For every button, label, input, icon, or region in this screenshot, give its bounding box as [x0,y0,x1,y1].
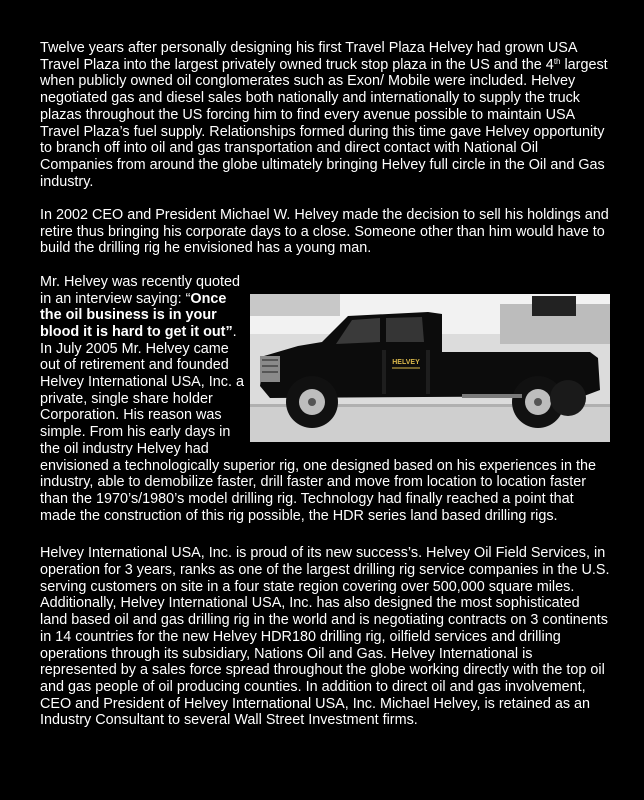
quote-text: Once the oil business is in your blood it is hard to get it out” [40,290,233,340]
paragraph-founding-text-a: Mr. Helvey was recently quoted in an interview saying: “ [40,273,240,307]
truck-photo [250,294,610,442]
door-logo [390,354,422,368]
paragraph-additional: Additionally, Helvey International USA, Inc. has also designed the most sophisticated land based oil and gas drilling rig in the world and is negotiating contracts on 3 continents in 14 countries for the new Helvey HDR180 drilling rig, oilfield services and drilling operations through its subsidiary, Nations Oil and Gas. Helvey International is represented by a sales force spread throughout the globe working directly with the top oil and gas people of oil producing counties. In addition to direct oil and gas involvement, CEO and President of Helvey International USA, Inc. Michael Helvey, is retained as an Industry Consultant to several Wall Street Investment firms. [40,595,608,729]
paragraph-success: Helvey International USA, Inc. is proud of its new success’s. Helvey Oil Field Services, in operation for 3 years, ranks as one of the largest drilling rig service companies in the U.S. serving customers on site in a four state region covering over 500,000 square miles. [40,545,610,595]
truck-image [250,294,610,442]
article-body [40,40,610,729]
paragraph-retirement: In 2002 CEO and President Michael W. Helvey made the decision to sell his holdings and retire thus bringing his corporate days to a close. Someone other than him would have to build the drilling rig he envisioned has a young man. [40,207,609,257]
ordinal-superscript: th [553,56,561,66]
paragraph-history-text-b: largest when publicly owned oil conglomerates such as Exon/ Mobile were included. Helvey negotiated gas and diesel sales both nationally and internationally to supply the truck plazas throughout the US forcing him to find every avenue possible to maintain USA Travel Plaza’s fuel supply. Relationships formed during this time gave Helvey opportunity to branch off into oil and gas transportation and direct contact with National Oil Companies from around the globe ultimately bringing Helvey full circle in the Oil and Gas industry. [40,56,608,190]
paragraph-history-text-a: Twelve years after personally designing his first Travel Plaza Helvey had grown USA Travel Plaza into the largest privately owned truck stop plaza in the US and the 4 [40,40,577,73]
paragraph-history [40,40,610,190]
svg-text:HELVEY: HELVEY [392,358,420,366]
paragraph-founding-text-b: . In July 2005 Mr. Helvey came out of retirement and founded Helvey International USA, Inc. a private, single share holder Corporation. His reason was simple. From his early days in the oil industry Helvey had envisioned a technologically superior rig, one designed based on his experiences in the industry, able to demobilize faster, drill faster and move from location to location faster than the 1970’s/1980’s model drilling rig. Technology had finally reached a point that made the construction of this rig possible, the HDR series land based drilling rigs. [40,323,597,524]
